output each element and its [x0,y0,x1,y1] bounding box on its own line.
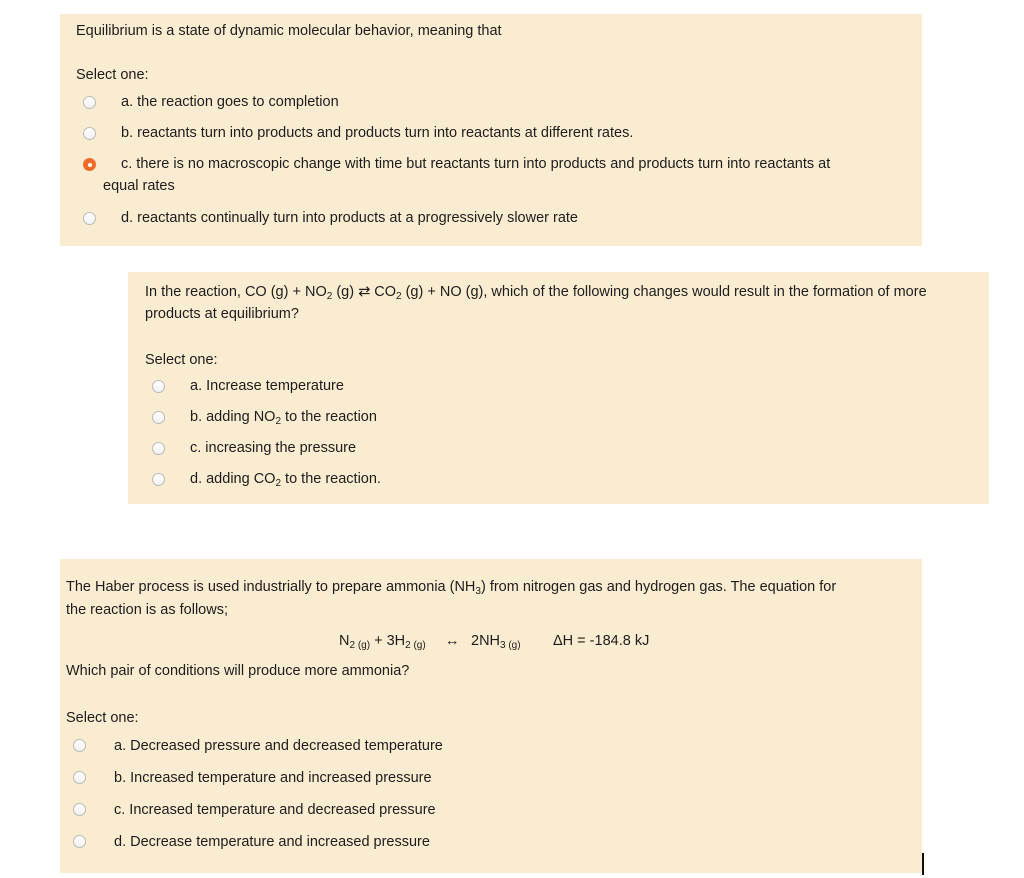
haber-equation: $N_{2 (g)} + 3H_{2 (g)}$ [339,633,426,651]
q3-option-c-radio[interactable] [73,803,86,816]
q3-option-a-radio[interactable] [73,739,86,752]
question-3-panel [60,559,922,873]
q2-option-b-radio[interactable] [152,411,165,424]
q2-option-c-label[interactable]: c. increasing the pressure [190,440,357,456]
q1-option-d-label[interactable]: d. reactants continually turn into products at a progressively slower rate [121,210,578,226]
question-3-question: Which pair of conditions will produce more ammonia? [66,663,410,679]
q3-option-b-label[interactable]: b. Increased temperature and increased pressure [114,770,432,786]
question-2-panel [128,272,989,504]
q3-option-a-label[interactable]: a. Decreased pressure and decreased temperature [114,738,443,754]
question-2-text-line2: products at equilibrium? [145,306,299,322]
q1-option-b-label[interactable]: b. reactants turn into products and products turn into reactants at different rates. [121,125,634,141]
q2-option-a-radio[interactable] [152,380,165,393]
q1-option-d-radio[interactable] [83,212,96,225]
question-3-text-line2: the reaction is as follows; [66,602,228,618]
q1-option-b-radio[interactable] [83,127,96,140]
select-one-label: Select one: [145,352,218,368]
q1-option-a-label[interactable]: a. the reaction goes to completion [121,94,339,110]
q3-option-c-label[interactable]: c. Increased temperature and decreased pressure [114,802,436,818]
q1-option-c-radio-selected[interactable] [83,158,96,171]
enthalpy-value: ΔH = -184.8 kJ [553,633,650,649]
reversible-arrow-icon: ↔ [445,633,460,649]
question-1-text: Equilibrium is a state of dynamic molecular behavior, meaning that [76,23,502,39]
equilibrium-arrow-icon: ⇄ [358,284,371,300]
q2-option-a-label[interactable]: a. Increase temperature [190,378,344,394]
text-cursor [922,853,924,875]
haber-equation-product: $2NH_{3 (g)}$ [471,633,521,651]
question-3-text-line1: The Haber process is used industrially to prepare ammonia $(NH_3)$ from nitrogen gas and hydrogen gas. The equation for [66,579,837,597]
q2-option-b-label[interactable]: b. adding $NO_2$ to the reaction [190,409,377,427]
q1-option-a-radio[interactable] [83,96,96,109]
q3-option-d-label[interactable]: d. Decrease temperature and increased pressure [114,834,430,850]
q1-option-c-label-line2[interactable]: equal rates [103,178,175,194]
q3-option-b-radio[interactable] [73,771,86,784]
question-2-text-line1: In the reaction, CO $(g) + NO_2$ (g) ⇄ $CO_2$ (g) + NO (g), which of the following changes would result in the formation of more [145,284,927,302]
q2-option-d-radio[interactable] [152,473,165,486]
select-one-label: Select one: [66,710,139,726]
question-1-panel [60,14,922,246]
q2-option-c-radio[interactable] [152,442,165,455]
q2-option-d-label[interactable]: d. adding $CO_2$ to the reaction. [190,471,381,489]
q3-option-d-radio[interactable] [73,835,86,848]
q1-option-c-label-line1[interactable]: c. there is no macroscopic change with time but reactants turn into products and products turn into reactants at [121,156,831,172]
select-one-label: Select one: [76,67,149,83]
